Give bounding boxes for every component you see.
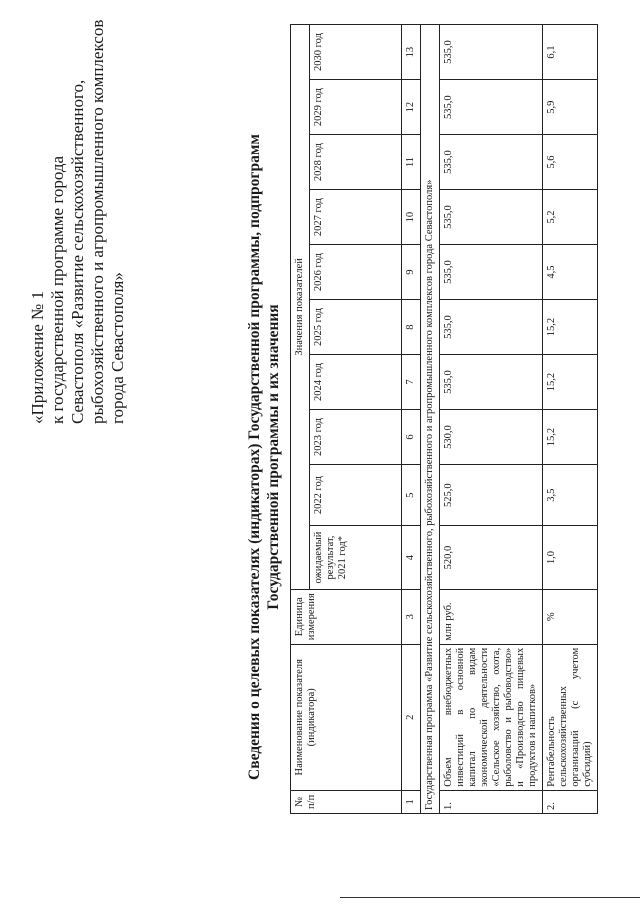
row-value: 535,0 bbox=[440, 135, 543, 190]
header-year: 2026 год bbox=[310, 245, 402, 300]
header-values-group: Значения показателей bbox=[291, 25, 310, 590]
column-number: 3 bbox=[402, 589, 421, 644]
header-year: 2022 год bbox=[310, 465, 402, 526]
appendix-line: «Приложение № 1 bbox=[28, 291, 47, 424]
column-number: 7 bbox=[402, 355, 421, 410]
column-number: 2 bbox=[402, 644, 421, 790]
column-number: 13 bbox=[402, 25, 421, 80]
header-year: 2024 год bbox=[310, 355, 402, 410]
header-year: 2028 год bbox=[310, 135, 402, 190]
row-unit: млн руб. bbox=[440, 589, 543, 644]
row-value: 535,0 bbox=[440, 245, 543, 300]
appendix-line: Севастополя «Развитие сельскохозяйственного, bbox=[68, 79, 87, 424]
row-value: 15,2 bbox=[543, 410, 598, 465]
appendix-line: к государственной программе города bbox=[48, 155, 67, 424]
row-value: 535,0 bbox=[440, 355, 543, 410]
column-number: 4 bbox=[402, 526, 421, 589]
header-unit: Единица измерения bbox=[291, 589, 402, 644]
section-row bbox=[421, 25, 440, 814]
section-title: Государственная программа «Развитие сельскохозяйственного, рыбохозяйственного и агропромышленного комплексов города Севастополя» bbox=[421, 25, 440, 814]
header-year: 2027 год bbox=[310, 190, 402, 245]
column-number: 9 bbox=[402, 245, 421, 300]
row-value: 5,6 bbox=[543, 135, 598, 190]
row-num: 1. bbox=[440, 790, 543, 813]
column-number: 12 bbox=[402, 80, 421, 135]
row-value: 535,0 bbox=[440, 190, 543, 245]
row-value: 535,0 bbox=[440, 300, 543, 355]
row-value: 535,0 bbox=[440, 80, 543, 135]
document-title bbox=[245, 22, 283, 892]
row-num: 2. bbox=[543, 790, 598, 813]
column-number-row bbox=[402, 25, 421, 814]
header-expected: ожидаемый результат, 2021 год* bbox=[310, 526, 402, 589]
row-value: 6,1 bbox=[543, 25, 598, 80]
table-row bbox=[440, 25, 543, 814]
row-unit: % bbox=[543, 589, 598, 644]
column-number: 1 bbox=[402, 790, 421, 813]
column-number: 11 bbox=[402, 135, 421, 190]
header-num: № п/п bbox=[291, 790, 402, 813]
table-row bbox=[543, 25, 598, 814]
header-year: 2029 год bbox=[310, 80, 402, 135]
header-name: Наименование показателя (индикатора) bbox=[291, 644, 402, 790]
column-number: 5 bbox=[402, 465, 421, 526]
row-value: 530,0 bbox=[440, 410, 543, 465]
column-number: 10 bbox=[402, 190, 421, 245]
column-number: 6 bbox=[402, 410, 421, 465]
row-value: 520,0 bbox=[440, 526, 543, 589]
appendix-line: города Севастополя» bbox=[108, 272, 127, 424]
row-value: 5,2 bbox=[543, 190, 598, 245]
title-line-1: Сведения о целевых показателях (индикаторах) Государственной программы, подпрограмм bbox=[246, 134, 263, 780]
header-year: 2030 год bbox=[310, 25, 402, 80]
row-indicator-name: Рентабельность сельскохозяйственных организаций (с учетом субсидий) bbox=[543, 644, 598, 790]
row-value: 1,0 bbox=[543, 526, 598, 589]
appendix-line: рыбохозяйственного и агропромышленного комплексов bbox=[88, 19, 107, 424]
row-value: 15,2 bbox=[543, 355, 598, 410]
row-value: 525,0 bbox=[440, 465, 543, 526]
title-line-2: Государственной программы и их значения bbox=[265, 304, 282, 610]
row-value: 4,5 bbox=[543, 245, 598, 300]
header-year: 2023 год bbox=[310, 410, 402, 465]
appendix-note bbox=[28, 19, 128, 424]
column-number: 8 bbox=[402, 300, 421, 355]
page-bottom-rule bbox=[340, 897, 640, 898]
row-value: 3,5 bbox=[543, 465, 598, 526]
header-row-1 bbox=[291, 25, 310, 814]
header-year: 2025 год bbox=[310, 300, 402, 355]
row-indicator-name: Объем внебюджетных инвестиций в основной капитал по видам экономической деятельности «Сельское хозяйство, охота, рыболовство и рыбоводство» и «Производство пищевых продуктов и напитков» bbox=[440, 644, 543, 790]
row-value: 535,0 bbox=[440, 25, 543, 80]
indicators-table bbox=[290, 24, 598, 814]
row-value: 5,9 bbox=[543, 80, 598, 135]
row-value: 15,2 bbox=[543, 300, 598, 355]
rotated-page bbox=[0, 19, 640, 892]
